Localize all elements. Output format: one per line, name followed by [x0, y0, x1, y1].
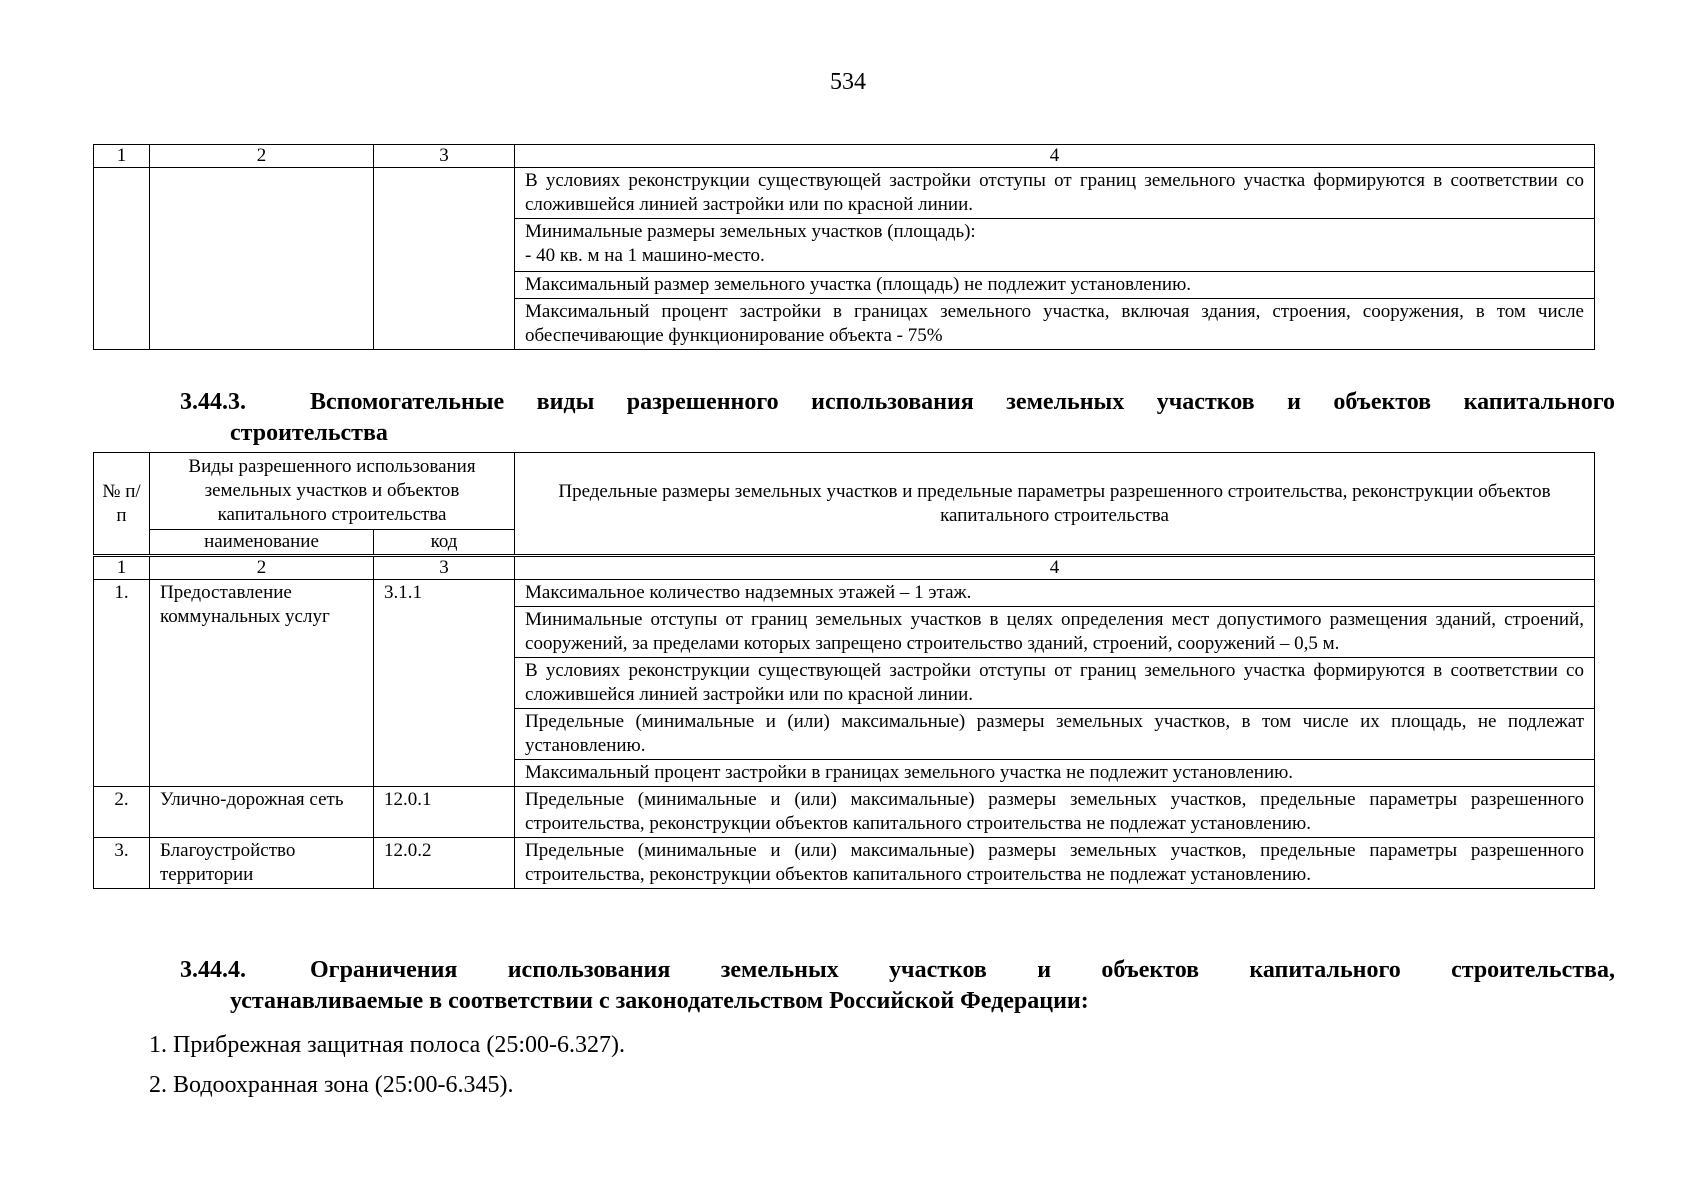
table-row: [94, 580, 1595, 607]
param-cell: [515, 219, 1595, 272]
param-cell: Минимальные отступы от границ земельных участков в целях определения мест допустимого размещения зданий, строений, сооружений, за пределами которых запрещено строительство зданий, строений, сооружений – 0,5 м.: [515, 607, 1595, 658]
col-number: 2: [150, 556, 374, 580]
table-row: [94, 168, 1595, 219]
empty-cell: [150, 168, 374, 350]
param-cell: Предельные (минимальные и (или) максимальные) размеры земельных участков, в том числе их площадь, не подлежат установлению.: [515, 709, 1595, 760]
param-cell: Максимальный размер земельного участка (площадь) не подлежит установлению.: [515, 272, 1595, 299]
table-continuation: [93, 144, 1595, 350]
use-name: Улично-дорожная сеть: [150, 787, 374, 838]
section-heading-line: [180, 955, 1615, 986]
table-header-row: [94, 453, 1595, 530]
param-line: - 40 кв. м на 1 машино-место.: [525, 245, 765, 266]
header-code: код: [374, 530, 515, 556]
empty-cell: [374, 168, 515, 350]
section-number: 3.44.4.: [180, 957, 246, 983]
page-number: 534: [830, 69, 866, 95]
col-number: 3: [374, 145, 515, 168]
section-number: 3.44.3.: [180, 389, 246, 415]
table-auxiliary-uses: [93, 452, 1595, 889]
header-limits: Предельные размеры земельных участков и предельные параметры разрешенного строительства, реконструкции объектов капитального строительства: [515, 453, 1595, 556]
col-number: 3: [374, 556, 515, 580]
section-heading-line: [180, 387, 1615, 418]
param-cell: Максимальное количество надземных этажей – 1 этаж.: [515, 580, 1595, 607]
section-title: Вспомогательные виды разрешенного использования земельных участков и объектов капитального: [310, 389, 1615, 415]
row-number: 2.: [94, 787, 150, 838]
use-code: 12.0.1: [374, 787, 515, 838]
restriction-item: 2. Водоохранная зона (25:00-6.345).: [149, 1072, 514, 1098]
param-line: Минимальные размеры земельных участков (площадь):: [525, 221, 976, 242]
col-number: 4: [515, 556, 1595, 580]
use-code: 12.0.2: [374, 838, 515, 889]
param-cell: В условиях реконструкции существующей застройки отступы от границ земельного участка формируются в соответствии со сложившейся линией застройки или по красной линии.: [515, 658, 1595, 709]
col-number: 2: [150, 145, 374, 168]
col-number: 4: [515, 145, 1595, 168]
section-title-continuation: строительства: [230, 420, 388, 446]
header-use-types: Виды разрешенного использования земельных участков и объектов капитального строительства: [150, 453, 515, 530]
table-row: [94, 838, 1595, 889]
use-name: Предоставление коммунальных услуг: [150, 580, 374, 787]
param-cell: Предельные (минимальные и (или) максимальные) размеры земельных участков, предельные параметры разрешенного строительства, реконструкции объектов капитального строительства не подлежат установлению.: [515, 787, 1595, 838]
param-cell: Максимальный процент застройки в границах земельного участка не подлежит установлению.: [515, 760, 1595, 787]
use-code: 3.1.1: [374, 580, 515, 787]
restriction-item: 1. Прибрежная защитная полоса (25:00-6.327).: [149, 1032, 625, 1058]
row-number: 3.: [94, 838, 150, 889]
param-cell: Максимальный процент застройки в границах земельного участка, включая здания, строения, сооружения, в том числе обеспечивающие функционирование объекта - 75%: [515, 299, 1595, 350]
header-name: наименование: [150, 530, 374, 556]
section-title-continuation: устанавливаемые в соответствии с законодательством Российской Федерации:: [230, 988, 1089, 1014]
section-title: Ограничения использования земельных участков и объектов капитального строительства,: [310, 957, 1615, 983]
row-number: 1.: [94, 580, 150, 787]
param-cell: Предельные (минимальные и (или) максимальные) размеры земельных участков, предельные параметры разрешенного строительства, реконструкции объектов капитального строительства не подлежат установлению.: [515, 838, 1595, 889]
section-heading-3-44-4: [180, 955, 1615, 1017]
column-numbers-row: [94, 145, 1595, 168]
table-row: [94, 787, 1595, 838]
param-cell: В условиях реконструкции существующей застройки отступы от границ земельного участка формируются в соответствии со сложившейся линией застройки или по красной линии.: [515, 168, 1595, 219]
use-name: Благоустройство территории: [150, 838, 374, 889]
column-numbers-row: [94, 556, 1595, 580]
col-number: 1: [94, 145, 150, 168]
empty-cell: [94, 168, 150, 350]
col-number: 1: [94, 556, 150, 580]
header-number: № п/п: [94, 453, 150, 556]
section-heading-3-44-3: [180, 387, 1615, 449]
